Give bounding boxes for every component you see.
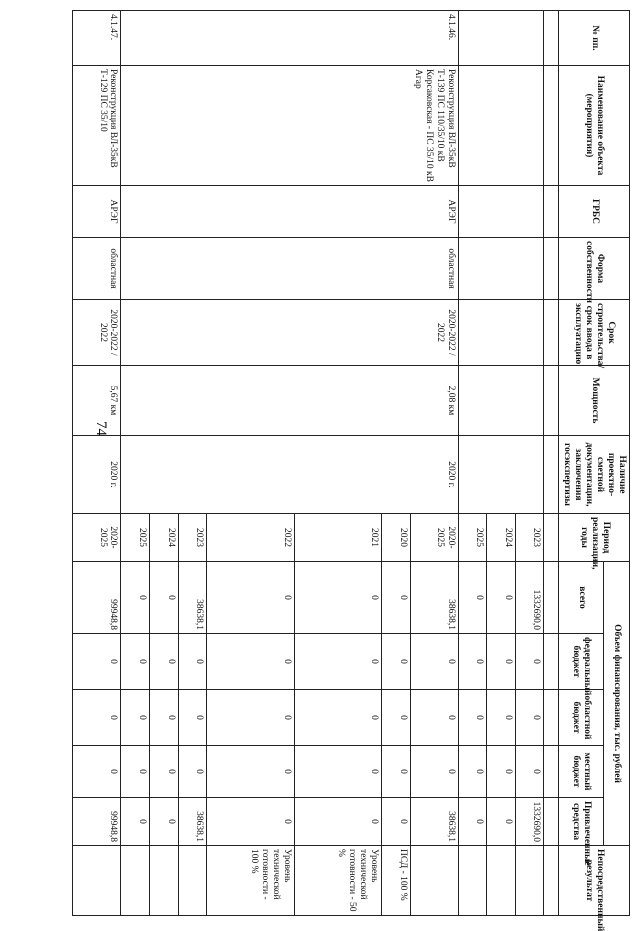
cell-result [410, 846, 458, 916]
funding-table-sheet [97, 10, 630, 931]
cell-attracted: 0 [121, 798, 150, 846]
cell-local: 0 [178, 746, 207, 798]
header-period: Период реализации, годы [559, 514, 630, 562]
cell-regional: 0 [178, 690, 207, 746]
cell-total: 0 [150, 562, 179, 634]
cell-local: 0 [207, 746, 294, 798]
cell-local: 0 [515, 746, 544, 798]
object-capacity: 5,67 км [73, 366, 121, 436]
cell-result [515, 846, 544, 916]
object-design: 2020 г. [73, 436, 121, 514]
cell-regional: 0 [515, 690, 544, 746]
cell-total: 0 [487, 562, 516, 634]
cell-total: 0 [294, 562, 381, 634]
cell-local: 0 [487, 746, 516, 798]
header-name: Наименование объекта (мероприятия) [559, 66, 630, 186]
header-attracted: Привлеченные средства [559, 798, 603, 846]
cell-local: 0 [410, 746, 458, 798]
object-name: Реконструкция ВЛ-35кВ Т-139 ПС 110/35/10 кВ Корсаковская - ПС 35/10 кВ Агар [121, 66, 458, 186]
cell-federal: 0 [207, 634, 294, 690]
cell-result [487, 846, 516, 916]
cell-local: 0 [458, 746, 487, 798]
cell-total: 38638,1 [410, 562, 458, 634]
cell-year: 2020 [381, 514, 410, 562]
cell-result [178, 846, 207, 916]
cell-year: 2022 [207, 514, 294, 562]
header-ownership: Форма собственности [559, 238, 630, 300]
cell-result: Уровень технической готовности - 100 % [207, 846, 294, 916]
funding-table [72, 10, 630, 931]
page-number: 74 [93, 421, 109, 436]
header-total: всего [559, 562, 603, 634]
cell-year: 2025 [121, 514, 150, 562]
cell-attracted: 0 [487, 798, 516, 846]
cell-total: 0 [121, 562, 150, 634]
cell-year: 2025 [458, 514, 487, 562]
header-federal: федеральный бюджет [559, 634, 603, 690]
cell-result [150, 846, 179, 916]
header-regional: областной бюджет [559, 690, 603, 746]
header-num: № пп. [559, 11, 630, 66]
cell-regional: 0 [150, 690, 179, 746]
cell-regional: 0 [410, 690, 458, 746]
cell-total: 0 [381, 562, 410, 634]
cell-year: 2023 [515, 514, 544, 562]
header-funding: Объем финансирования, тыс. рублей [603, 562, 629, 846]
cell-regional: 0 [381, 690, 410, 746]
table-row [410, 11, 458, 916]
cell-attracted: 38638,1 [178, 798, 207, 846]
cell-local: 0 [294, 746, 381, 798]
cell-regional: 0 [207, 690, 294, 746]
cell-attracted: 0 [294, 798, 381, 846]
cell-local: 0 [381, 746, 410, 798]
cell-result [73, 846, 121, 916]
cell-federal: 0 [515, 634, 544, 690]
cell-federal: 0 [458, 634, 487, 690]
cell-year: 2021 [294, 514, 381, 562]
cell-local: 0 [121, 746, 150, 798]
cell-regional: 0 [121, 690, 150, 746]
cell-regional: 0 [487, 690, 516, 746]
object-ownership: областная [121, 238, 458, 300]
cell-total: 99948,8 [73, 562, 121, 634]
cell-federal: 0 [294, 634, 381, 690]
object-grbs: АРЭГ [73, 186, 121, 238]
cell-year: 2020-2025 [73, 514, 121, 562]
object-name: Реконструкция ВЛ-35кВ Т-129 ПС 35/10 [73, 66, 121, 186]
cell-attracted: 0 [381, 798, 410, 846]
table-row [73, 11, 121, 916]
cell-total: 0 [458, 562, 487, 634]
object-ownership: областная [73, 238, 121, 300]
object-design: 2020 г. [121, 436, 458, 514]
header-capacity: Мощность [559, 366, 630, 436]
cell-local: 0 [150, 746, 179, 798]
cell-regional: 0 [294, 690, 381, 746]
cell-regional: 0 [458, 690, 487, 746]
cell-attracted: 38638,1 [410, 798, 458, 846]
cell-attracted: 0 [458, 798, 487, 846]
cell-federal: 0 [150, 634, 179, 690]
object-num: 4.1.46. [121, 11, 458, 66]
cell-local: 0 [73, 746, 121, 798]
cell-total: 0 [207, 562, 294, 634]
object-num: 4.1.47. [73, 11, 121, 66]
table-row [515, 11, 544, 916]
header-result: Непосредственный результат [559, 846, 630, 916]
cell-attracted: 0 [207, 798, 294, 846]
object-grbs: АРЭГ [121, 186, 458, 238]
cell-federal: 0 [178, 634, 207, 690]
spacer-row [544, 11, 559, 916]
cell-result [121, 846, 150, 916]
cell-year: 2024 [150, 514, 179, 562]
cell-total: 38638,1 [178, 562, 207, 634]
cell-result [458, 846, 487, 916]
cell-result: ПСД - 100 % [381, 846, 410, 916]
cell-federal: 0 [410, 634, 458, 690]
cell-attracted: 99948,8 [73, 798, 121, 846]
header-local: местный бюджет [559, 746, 603, 798]
cell-federal: 0 [487, 634, 516, 690]
object-capacity: 2,08 км [121, 366, 458, 436]
header-grbs: ГРБС [559, 186, 630, 238]
object-term: 2020-2022 / 2022 [73, 300, 121, 366]
cell-result: Уровень технической готовности - 50 % [294, 846, 381, 916]
cell-year: 2023 [178, 514, 207, 562]
cell-federal: 0 [73, 634, 121, 690]
cell-year: 2020-2025 [410, 514, 458, 562]
cell-year: 2024 [487, 514, 516, 562]
cell-regional: 0 [73, 690, 121, 746]
cell-total: 1332690,0 [515, 562, 544, 634]
cell-attracted: 1332690,0 [515, 798, 544, 846]
header-term: Срок строительства/ срок ввода в эксплуатацию [559, 300, 630, 366]
header-design: Наличие проектно-сметной документации, заключения госэкспертизы [559, 436, 630, 514]
cell-federal: 0 [121, 634, 150, 690]
cell-federal: 0 [381, 634, 410, 690]
object-term: 2020-2022 / 2022 [121, 300, 458, 366]
cell-attracted: 0 [150, 798, 179, 846]
